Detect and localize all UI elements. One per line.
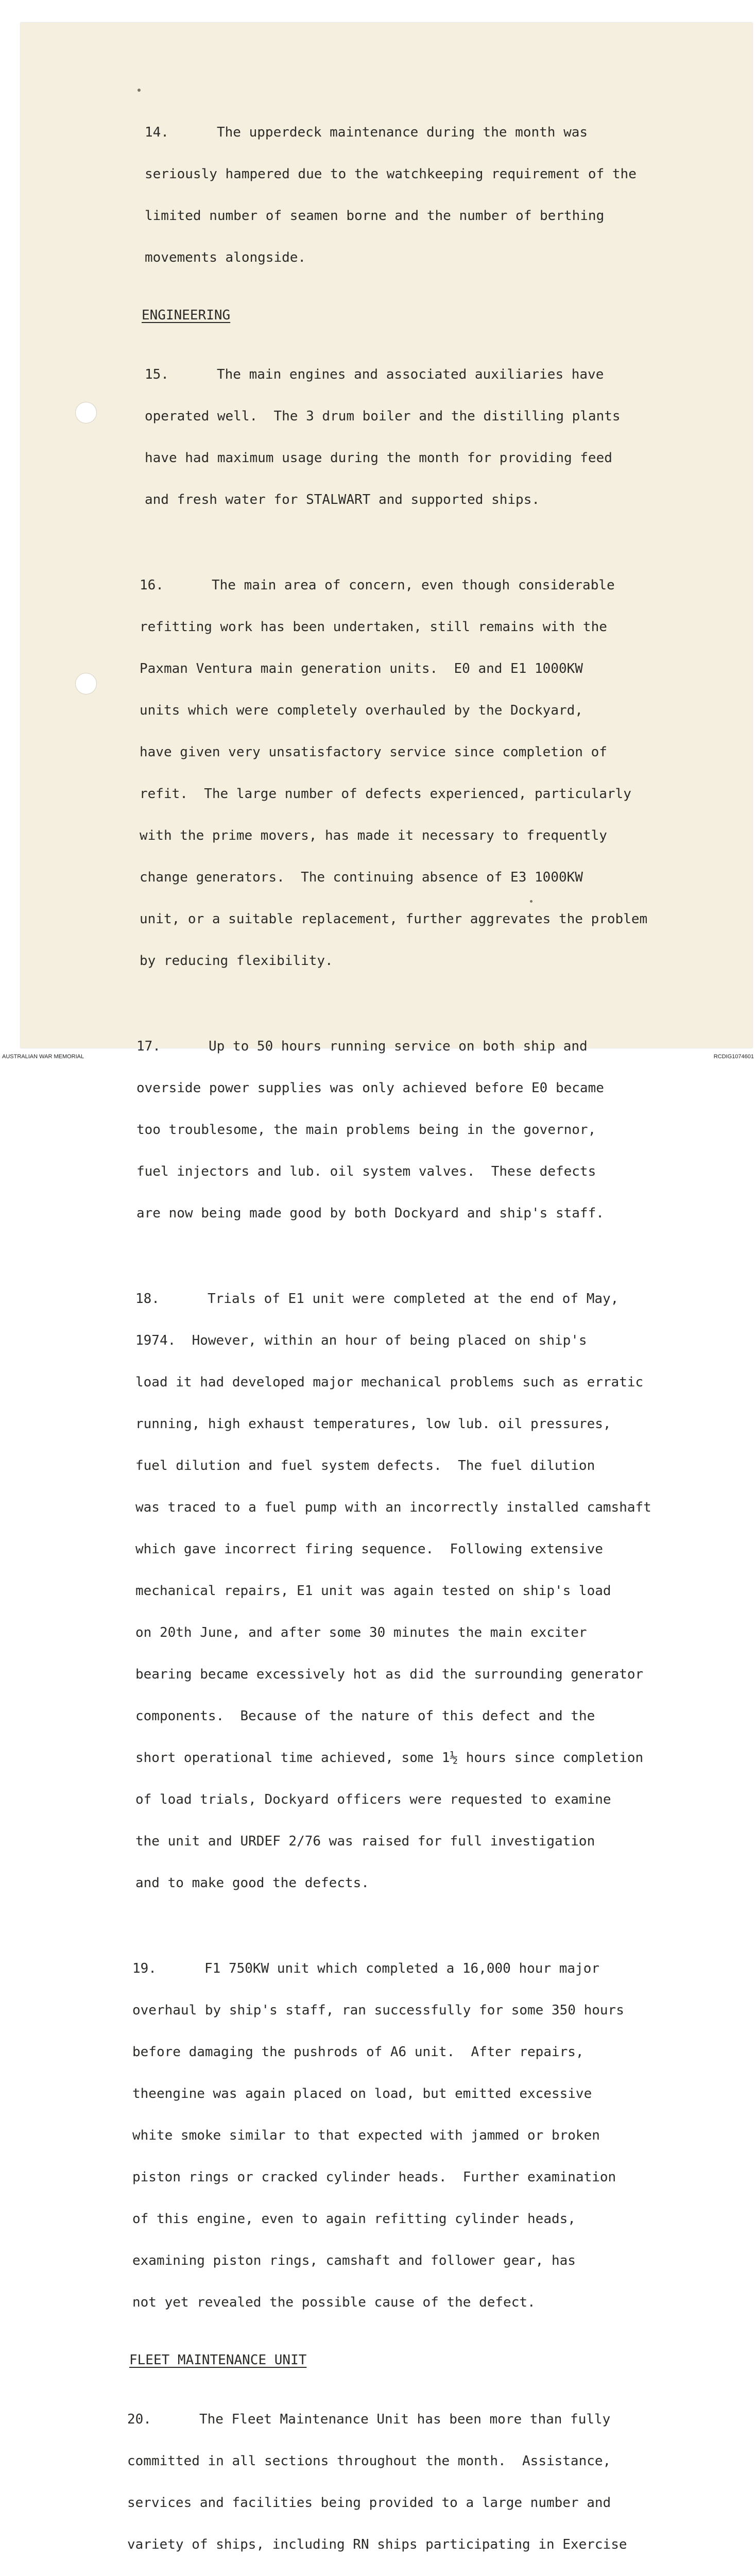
paragraph-line: 17. Up to 50 hours running service on both ship and (136, 1039, 588, 1054)
paragraph-number: 14. (145, 125, 169, 140)
paragraph-line: running, high exhaust temperatures, low lub. oil pressures, (135, 1416, 611, 1432)
paragraph-line: piston rings or cracked cylinder heads. Further examination (132, 2170, 616, 2185)
punch-hole (75, 402, 97, 423)
paragraph-line: units which were completely overhauled by the Dockyard, (140, 703, 583, 718)
paragraph-line: 19. F1 750KW unit which completed a 16,000 hour major (132, 1961, 600, 1976)
paragraph-line: limited number of seamen borne and the number of berthing (145, 208, 605, 224)
paragraph-line: 14. The upperdeck maintenance during the month was (145, 125, 588, 140)
paragraph-line: refit. The large number of defects experienced, particularly (140, 786, 631, 802)
paragraph-line: fuel dilution and fuel system defects. The fuel dilution (135, 1458, 595, 1473)
paragraph-line: short operational time achieved, some 1½ hours since completion (135, 1750, 644, 1766)
paragraph-line: of load trials, Dockyard officers were requested to examine (135, 1792, 611, 1807)
paragraph-line: bearing became excessively hot as did the surrounding generator (135, 1667, 644, 1682)
paragraph-line: 18. Trials of E1 unit were completed at the end of May, (135, 1291, 619, 1307)
paragraph-line: seriously hampered due to the watchkeeping requirement of the (145, 166, 637, 182)
paragraph-line: components. Because of the nature of this defect and the (135, 1708, 595, 1724)
paragraph-14 (145, 98, 688, 293)
paragraph-line: not yet revealed the possible cause of the defect. (132, 2295, 536, 2310)
paragraph-line: theengine was again placed on load, but emitted excessive (132, 2086, 592, 2102)
paragraph-number: 18. (135, 1291, 160, 1307)
paragraph-line: services and facilities being provided to a large number and (127, 2495, 611, 2511)
paragraph-line: the unit and URDEF 2/76 was raised for full investigation (135, 1834, 595, 1849)
paragraph-line: 1974. However, within an hour of being placed on ship's (135, 1333, 587, 1348)
paragraph-line: load it had developed major mechanical problems such as erratic (135, 1375, 644, 1390)
paragraph-line: unit, or a suitable replacement, further aggrevates the problem (140, 911, 648, 927)
paragraph-line: have had maximum usage during the month for providing feed (145, 450, 612, 466)
paragraph-line: and to make good the defects. (135, 1875, 369, 1891)
paragraph-line: have given very unsatisfactory service since completion of (140, 744, 607, 760)
paragraph-number: 17. (136, 1039, 161, 1054)
paragraph-18 (135, 1264, 688, 1918)
paragraph-line: with the prime movers, has made it necessary to frequently (140, 828, 607, 843)
paragraph-line: mechanical repairs, E1 unit was again tested on ship's load (135, 1583, 611, 1599)
paragraph-line: on 20th June, and after some 30 minutes the main exciter (135, 1625, 587, 1640)
paragraph-line: was traced to a fuel pump with an incorrectly installed camshaft (135, 1500, 651, 1515)
paragraph-line: change generators. The continuing absence of E3 1000KW (140, 870, 583, 885)
paragraph-line: 15. The main engines and associated auxiliaries have (145, 367, 604, 382)
paragraph-line: which gave incorrect firing sequence. Following extensive (135, 1541, 603, 1557)
paragraph-15 (145, 340, 688, 535)
paragraph-line: overhaul by ship's staff, ran successfully for some 350 hours (132, 2003, 624, 2018)
paragraph-line: operated well. The 3 drum boiler and the distilling plants (145, 409, 621, 424)
paragraph-line: committed in all sections throughout the month. Assistance, (127, 2453, 611, 2469)
paragraph-line: 16. The main area of concern, even though considerable (140, 578, 615, 593)
paragraph-line: refitting work has been undertaken, still remains with the (140, 619, 607, 635)
paragraph-line: before damaging the pushrods of A6 unit. After repairs, (132, 2044, 584, 2060)
paragraph-line: fuel injectors and lub. oil system valves. These defects (136, 1164, 596, 1179)
paper-smudge (138, 89, 141, 92)
archive-reference-id: RCDIG1074601 (713, 1054, 754, 1060)
paragraph-line: too troublesome, the main problems being in the governor, (136, 1122, 596, 1138)
paragraph-line: variety of ships, including RN ships participating in Exercise (127, 2537, 627, 2552)
paragraph-19 (132, 1934, 688, 2337)
paragraph-line: white smoke similar to that expected with jammed or broken (132, 2128, 600, 2143)
paragraph-line: overside power supplies was only achieved before E0 became (136, 1080, 604, 1096)
paragraph-16 (140, 551, 688, 996)
paragraph-line: of this engine, even to again refitting cylinder heads, (132, 2211, 576, 2227)
paragraph-line: 20. The Fleet Maintenance Unit has been more than fully (127, 2412, 611, 2427)
archive-credit: AUSTRALIAN WAR MEMORIAL (2, 1054, 84, 1060)
paragraph-line: and fresh water for STALWART and supported ships. (145, 492, 540, 507)
paragraph-line: examining piston rings, camshaft and follower gear, has (132, 2253, 576, 2268)
section-heading-engineering: ENGINEERING (142, 308, 231, 323)
paragraph-number: 19. (132, 1961, 157, 1976)
paragraph-line: by reducing flexibility. (140, 953, 333, 969)
document-body (126, 98, 688, 2576)
paragraph-17 (136, 1012, 688, 1248)
paragraph-20 (127, 2385, 688, 2576)
paragraph-number: 16. (140, 578, 164, 593)
paragraph-line: Paxman Ventura main generation units. E0 and E1 1000KW (140, 661, 583, 676)
paragraph-number: 15. (145, 367, 169, 382)
paragraph-line: are now being made good by both Dockyard and ship's staff. (136, 1206, 604, 1221)
section-heading-fleet-maintenance-unit: FLEET MAINTENANCE UNIT (129, 2352, 307, 2368)
paragraph-number: 20. (127, 2412, 151, 2427)
paragraph-line: movements alongside. (145, 250, 306, 265)
punch-hole (75, 673, 97, 694)
